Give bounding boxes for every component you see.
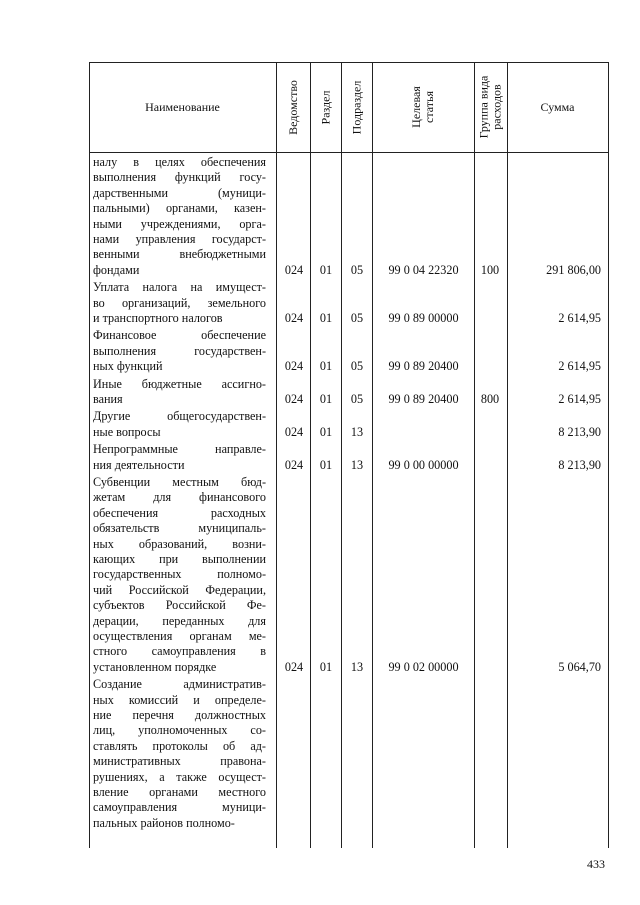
row-name-line: налу в целях обеспечения (93, 155, 266, 169)
header-gruppa (474, 62, 507, 152)
row-name-line: во организаций, земельного (93, 295, 266, 310)
header-summa (507, 62, 608, 152)
row-name-line: государственных полномо- (93, 567, 266, 582)
cell-summa: 8 213,90 (558, 457, 601, 472)
row-name-line: субъектов Российской Фе- (93, 598, 266, 613)
header-razdel (310, 62, 341, 152)
header-name (89, 62, 276, 152)
row-name-line: вания (93, 391, 123, 406)
cell-summa: 5 064,70 (558, 659, 601, 674)
cell-summa: 2 614,95 (558, 311, 601, 325)
cell-razdel: 01 (319, 262, 333, 277)
cell-razdel: 01 (319, 392, 333, 406)
col-divider (372, 62, 373, 848)
cell-podrazdel: 13 (350, 659, 364, 674)
row-name-line: Другие общегосударствен- (93, 409, 266, 424)
row-name-line: венными внебюджетными (93, 247, 266, 262)
col-divider (310, 62, 311, 848)
page-number: 433 (587, 857, 605, 871)
cell-celevaya-statya: 99 0 89 00000 (388, 311, 459, 325)
row-name-line: пальных районов полномо- (93, 815, 235, 830)
row-name-line: Создание административ- (93, 677, 266, 692)
cell-vedomstvo: 024 (284, 311, 304, 325)
header-name-text: Наименование (145, 99, 220, 114)
cell-celevaya-statya: 99 0 04 22320 (388, 262, 459, 277)
row-name-line: Непрограммные направле- (93, 442, 266, 457)
row-name-line: дерации, переданных для (93, 613, 266, 628)
row-name-line: чий Российской Федерации, (93, 582, 266, 597)
header-ved (276, 62, 310, 152)
header-gruppa-line1: Группа вида (476, 75, 491, 139)
row-name-line: выполнения функций госу- (93, 170, 266, 185)
row-name-line: фондами (93, 262, 140, 277)
row-name-line: кающих при выполнении (93, 551, 266, 566)
cell-vedomstvo: 024 (284, 424, 304, 439)
cell-razdel: 01 (319, 424, 333, 439)
cell-podrazdel: 05 (350, 392, 364, 406)
cell-vedomstvo: 024 (284, 262, 304, 277)
row-name (93, 280, 266, 326)
cell-vedomstvo: 024 (284, 392, 304, 406)
col-divider (89, 62, 90, 848)
row-name (93, 475, 266, 675)
header-podrazdel (341, 62, 372, 152)
row-name-line: ные вопросы (93, 424, 161, 439)
cell-summa: 2 614,95 (558, 359, 601, 374)
cell-podrazdel: 05 (350, 359, 364, 374)
row-name-line: пальными) органами, казен- (93, 201, 266, 216)
row-name (93, 377, 266, 408)
cell-celevaya-statya: 99 0 89 20400 (388, 359, 459, 374)
cell-razdel: 01 (319, 457, 333, 472)
row-name-line: и транспортного налогов (93, 310, 223, 325)
header-razdel-text: Раздел (318, 90, 333, 124)
row-name-line: ных функций (93, 359, 163, 374)
cell-gruppa-vida: 800 (480, 392, 500, 406)
row-name-line: обязательств муниципаль- (93, 521, 266, 536)
row-name (93, 155, 266, 278)
row-name-line: самоуправления муници- (93, 800, 266, 815)
header-celevaya-line2: статья (421, 91, 436, 123)
row-name-line: лиц, уполномоченных со- (93, 723, 266, 738)
row-name-line: ными учреждениями, орга- (93, 216, 266, 231)
row-name-line: ных комиссий и определе- (93, 692, 266, 707)
row-name (93, 409, 266, 440)
cell-celevaya-statya: 99 0 02 00000 (388, 659, 459, 674)
col-divider (507, 62, 508, 848)
header-ved-text: Ведомство (285, 79, 300, 135)
cell-vedomstvo: 024 (284, 359, 304, 374)
row-name-line: осуществления органам ме- (93, 628, 266, 643)
row-name-line: Уплата налога на имущест- (93, 280, 266, 295)
cell-gruppa-vida: 100 (480, 262, 500, 277)
row-name-line: Иные бюджетные ассигно- (93, 376, 266, 391)
cell-celevaya-statya: 99 0 00 00000 (388, 457, 459, 472)
row-name-line: обеспечения расходных (93, 505, 266, 520)
header-gruppa-text (478, 76, 504, 139)
cell-vedomstvo: 024 (284, 457, 304, 472)
cell-podrazdel: 13 (350, 457, 364, 472)
cell-podrazdel: 05 (350, 311, 364, 325)
row-name-line: вление органами местного (93, 784, 266, 799)
row-name-line: ных образований, возни- (93, 536, 266, 551)
row-name-line: ние перечня должностных (93, 707, 266, 722)
row-name-line: жетам для финансового (93, 490, 266, 505)
row-name-line: установленном порядке (93, 659, 217, 674)
cell-podrazdel: 05 (350, 262, 364, 277)
cell-razdel: 01 (319, 359, 333, 374)
cell-summa: 8 213,90 (558, 424, 601, 439)
row-name (93, 442, 266, 473)
header-celevaya (372, 62, 474, 152)
cell-celevaya-statya: 99 0 89 20400 (388, 392, 459, 406)
col-divider (608, 62, 609, 848)
row-name-line: нами управления государст- (93, 231, 266, 246)
cell-summa: 291 806,00 (546, 262, 601, 277)
row-name-line: стного самоуправления в (93, 644, 266, 659)
row-name-line: Финансовое обеспечение (93, 328, 266, 343)
row-name-line: Субвенции местным бюд- (93, 475, 266, 489)
table-header-bottom-border (89, 152, 608, 153)
row-name-line: ставлять протоколы об ад- (93, 738, 266, 753)
col-divider (341, 62, 342, 848)
row-name-line: ния деятельности (93, 457, 185, 472)
cell-vedomstvo: 024 (284, 659, 304, 674)
col-divider (276, 62, 277, 848)
header-celevaya-text (410, 86, 436, 128)
row-name-line: министративных правона- (93, 754, 266, 769)
cell-razdel: 01 (319, 311, 333, 325)
row-name-line: выполнения государствен- (93, 343, 266, 358)
header-gruppa-line2: расходов (489, 84, 504, 130)
row-name-line: рушениях, а также осущест- (93, 769, 266, 784)
header-podrazdel-text: Подраздел (349, 80, 364, 134)
row-name (93, 328, 266, 374)
cell-summa: 2 614,95 (558, 392, 601, 406)
row-name-line: дарственными (муници- (93, 185, 266, 200)
row-name (93, 677, 266, 831)
cell-podrazdel: 13 (350, 424, 364, 439)
header-celevaya-line1: Целевая (408, 86, 423, 128)
cell-razdel: 01 (319, 659, 333, 674)
col-divider (474, 62, 475, 848)
header-summa-text: Сумма (540, 99, 575, 114)
